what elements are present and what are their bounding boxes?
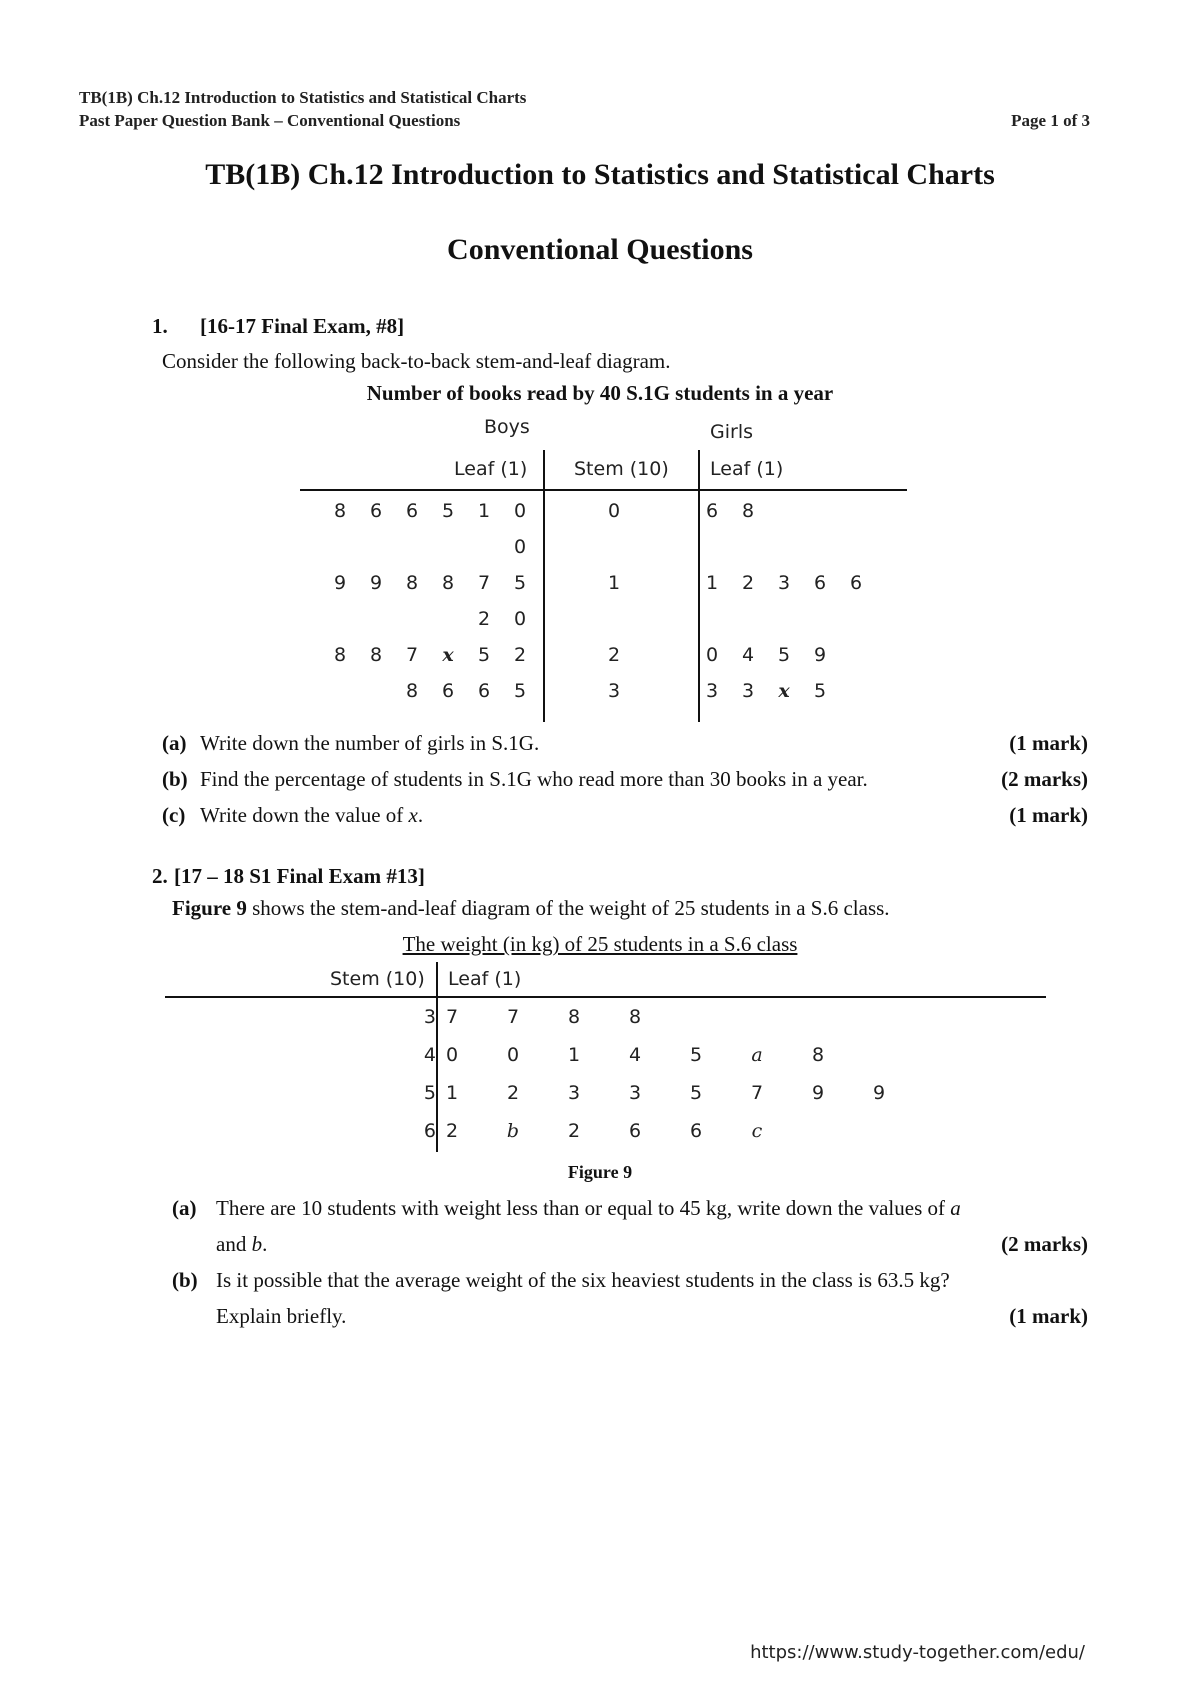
q1-boys-leaf: 6 [477,680,491,702]
q2-stem-value: 5 [423,1082,436,1104]
q1-source: [16-17 Final Exam, #8] [200,314,405,338]
q2-leaf: 2 [506,1082,520,1104]
q2-horizontal-rule [165,996,1046,998]
q1-boys-leaf: 5 [441,500,455,522]
q2-intro-text: shows the stem-and-leaf diagram of the weight of 25 students in a S.6 class. [246,896,890,920]
q2-b-marks: (1 mark) [1009,1304,1088,1328]
q2-figure-ref: Figure 9 [172,896,247,920]
q1-boys-leaf: 5 [513,680,527,702]
q1-girls-leaf: 6 [849,572,863,594]
q2-b-text-line1: Is it possible that the average weight of the six heaviest students in the class is 63.5 kg? [216,1268,950,1292]
q1-b-label: (b) [162,767,188,791]
q1-boys-leaf: 6 [441,680,455,702]
q1-boys-label: Boys [484,416,530,438]
q1-a-label: (a) [162,731,187,755]
q1-b-marks: (2 marks) [1001,767,1088,791]
q1-boys-leaf: 0 [513,500,527,522]
q2-leaf: 7 [445,1006,459,1028]
q1-stem-header: Stem (10) [574,458,669,480]
q2-b-text-line2: Explain briefly. [216,1304,347,1328]
q1-c-variable: x [408,803,418,827]
q2-a-text-end: . [262,1232,268,1256]
q1-intro: Consider the following back-to-back stem-and-leaf diagram. [162,349,671,373]
q2-leaf: 0 [506,1044,520,1066]
q1-girls-leaf: 3 [705,680,719,702]
q1-girls-leaf: 8 [741,500,755,522]
q2-stem-value: 4 [423,1044,436,1066]
q1-boys-leaf: 5 [477,644,491,666]
q1-a-marks: (1 mark) [1009,731,1088,755]
q2-leaf: 3 [567,1082,581,1104]
q1-stem-value: 3 [607,680,621,702]
q1-girls-leaf: 3 [741,680,755,702]
page-title: TB(1B) Ch.12 Introduction to Statistics and Statistical Charts [205,158,995,191]
q1-boys-leaf: 8 [369,644,383,666]
q1-girls-leaf: x [778,680,790,702]
q2-b-label: (b) [172,1268,198,1292]
page-subtitle: Conventional Questions [447,233,753,266]
q2-leaf: 0 [445,1044,459,1066]
q1-boys-leaf: 8 [441,572,455,594]
q1-b-text: Find the percentage of students in S.1G who read more than 30 books in a year. [200,767,868,791]
q1-boys-leaf: 8 [333,500,347,522]
q2-leaf: 2 [445,1120,459,1142]
q2-figure-label: Figure 9 [567,1162,633,1182]
q1-girls-label: Girls [710,421,753,443]
q1-c-label: (c) [162,803,186,827]
q1-leaf-left-header: Leaf (1) [454,458,528,480]
q2-a-text-line2 [216,1232,267,1257]
q2-a-variable-b: b [251,1232,263,1256]
q1-c-text [200,803,423,828]
q1-boys-leaf: 0 [513,536,527,558]
q2-leaf: 7 [750,1082,764,1104]
q1-boys-leaf: 7 [477,572,491,594]
q2-a-text-2: and [216,1232,252,1256]
q1-girls-leaf: 3 [777,572,791,594]
q1-number: 1. [152,314,168,338]
q2-leaf: 8 [567,1006,581,1028]
q2-stem-header: Stem (10) [330,968,425,990]
q1-boys-leaf: 5 [513,572,527,594]
q1-girls-leaf: 9 [813,644,827,666]
q1-c-marks: (1 mark) [1009,803,1088,827]
header-line-2: Past Paper Question Bank – Conventional Questions [79,111,461,130]
q1-girls-leaf: 1 [705,572,719,594]
q1-girls-leaf: 2 [741,572,755,594]
q2-leaf: 8 [628,1006,642,1028]
q2-a-text-1: There are 10 students with weight less than or equal to 45 kg, write down the values of [216,1196,951,1220]
q1-boys-leaf: 1 [477,500,491,522]
q1-boys-leaf: 7 [405,644,419,666]
q1-girls-leaf: 5 [813,680,827,702]
page-number: Page 1 of 3 [1011,111,1090,130]
q1-boys-leaf: 8 [333,644,347,666]
q1-girls-leaf: 0 [705,644,719,666]
q2-leaf-header: Leaf (1) [448,968,522,990]
q1-c-text-end: . [417,803,424,827]
q1-boys-leaf: 2 [513,644,527,666]
q1-boys-leaf: 9 [369,572,383,594]
q2-leaf: c [751,1120,763,1142]
q2-caption: The weight (in kg) of 25 students in a S.6 class [402,932,798,956]
q2-a-text-line1 [216,1196,961,1221]
q1-boys-leaf: 8 [405,680,419,702]
q2-leaf: 8 [811,1044,825,1066]
q1-boys-leaf: x [442,644,454,666]
q1-leaf-right-header: Leaf (1) [710,458,784,480]
q2-stem-value: 3 [423,1006,436,1028]
q2-leaf: b [506,1120,520,1142]
q2-intro [172,896,890,921]
q1-girls-leaf: 6 [813,572,827,594]
q2-leaf: 1 [567,1044,581,1066]
q2-leaf: 5 [689,1082,703,1104]
q2-a-label: (a) [172,1196,197,1220]
q2-number: 2. [152,864,168,888]
q2-leaf: 4 [628,1044,642,1066]
q1-girls-leaf: 6 [705,500,719,522]
q2-leaf: 9 [872,1082,886,1104]
q2-leaf: 1 [445,1082,459,1104]
q1-girls-leaf: 5 [777,644,791,666]
q1-boys-leaf: 9 [333,572,347,594]
q1-stem-value: 2 [607,644,621,666]
q2-stem-value: 6 [423,1120,436,1142]
q1-boys-leaf: 6 [405,500,419,522]
q1-girls-leaf: 4 [741,644,755,666]
q2-leaf: 7 [506,1006,520,1028]
q2-leaf: 3 [628,1082,642,1104]
q2-leaf: a [751,1044,763,1066]
q2-source: [17 – 18 S1 Final Exam #13] [174,864,425,888]
q1-boys-leaf: 8 [405,572,419,594]
q1-boys-leaf: 6 [369,500,383,522]
q1-boys-leaf: 0 [513,608,527,630]
q1-left-divider [543,450,545,722]
q1-c-text-main: Write down the value of [200,803,409,827]
q1-caption: Number of books read by 40 S.1G students in a year [366,381,834,405]
q2-leaf: 6 [628,1120,642,1142]
q2-leaf: 5 [689,1044,703,1066]
header-line-1: TB(1B) Ch.12 Introduction to Statistics and Statistical Charts [79,88,527,107]
q1-a-text: Write down the number of girls in S.1G. [200,731,540,755]
q1-horizontal-rule [300,489,907,491]
q2-leaf: 9 [811,1082,825,1104]
q2-leaf: 2 [567,1120,581,1142]
q2-a-variable-a: a [950,1196,961,1220]
footer-url[interactable]: https://www.study-together.com/edu/ [750,1642,1085,1663]
q1-boys-leaf: 2 [477,608,491,630]
q2-a-marks: (2 marks) [1001,1232,1088,1256]
q1-stem-value: 0 [607,500,621,522]
q1-stem-value: 1 [607,572,621,594]
q2-leaf: 6 [689,1120,703,1142]
